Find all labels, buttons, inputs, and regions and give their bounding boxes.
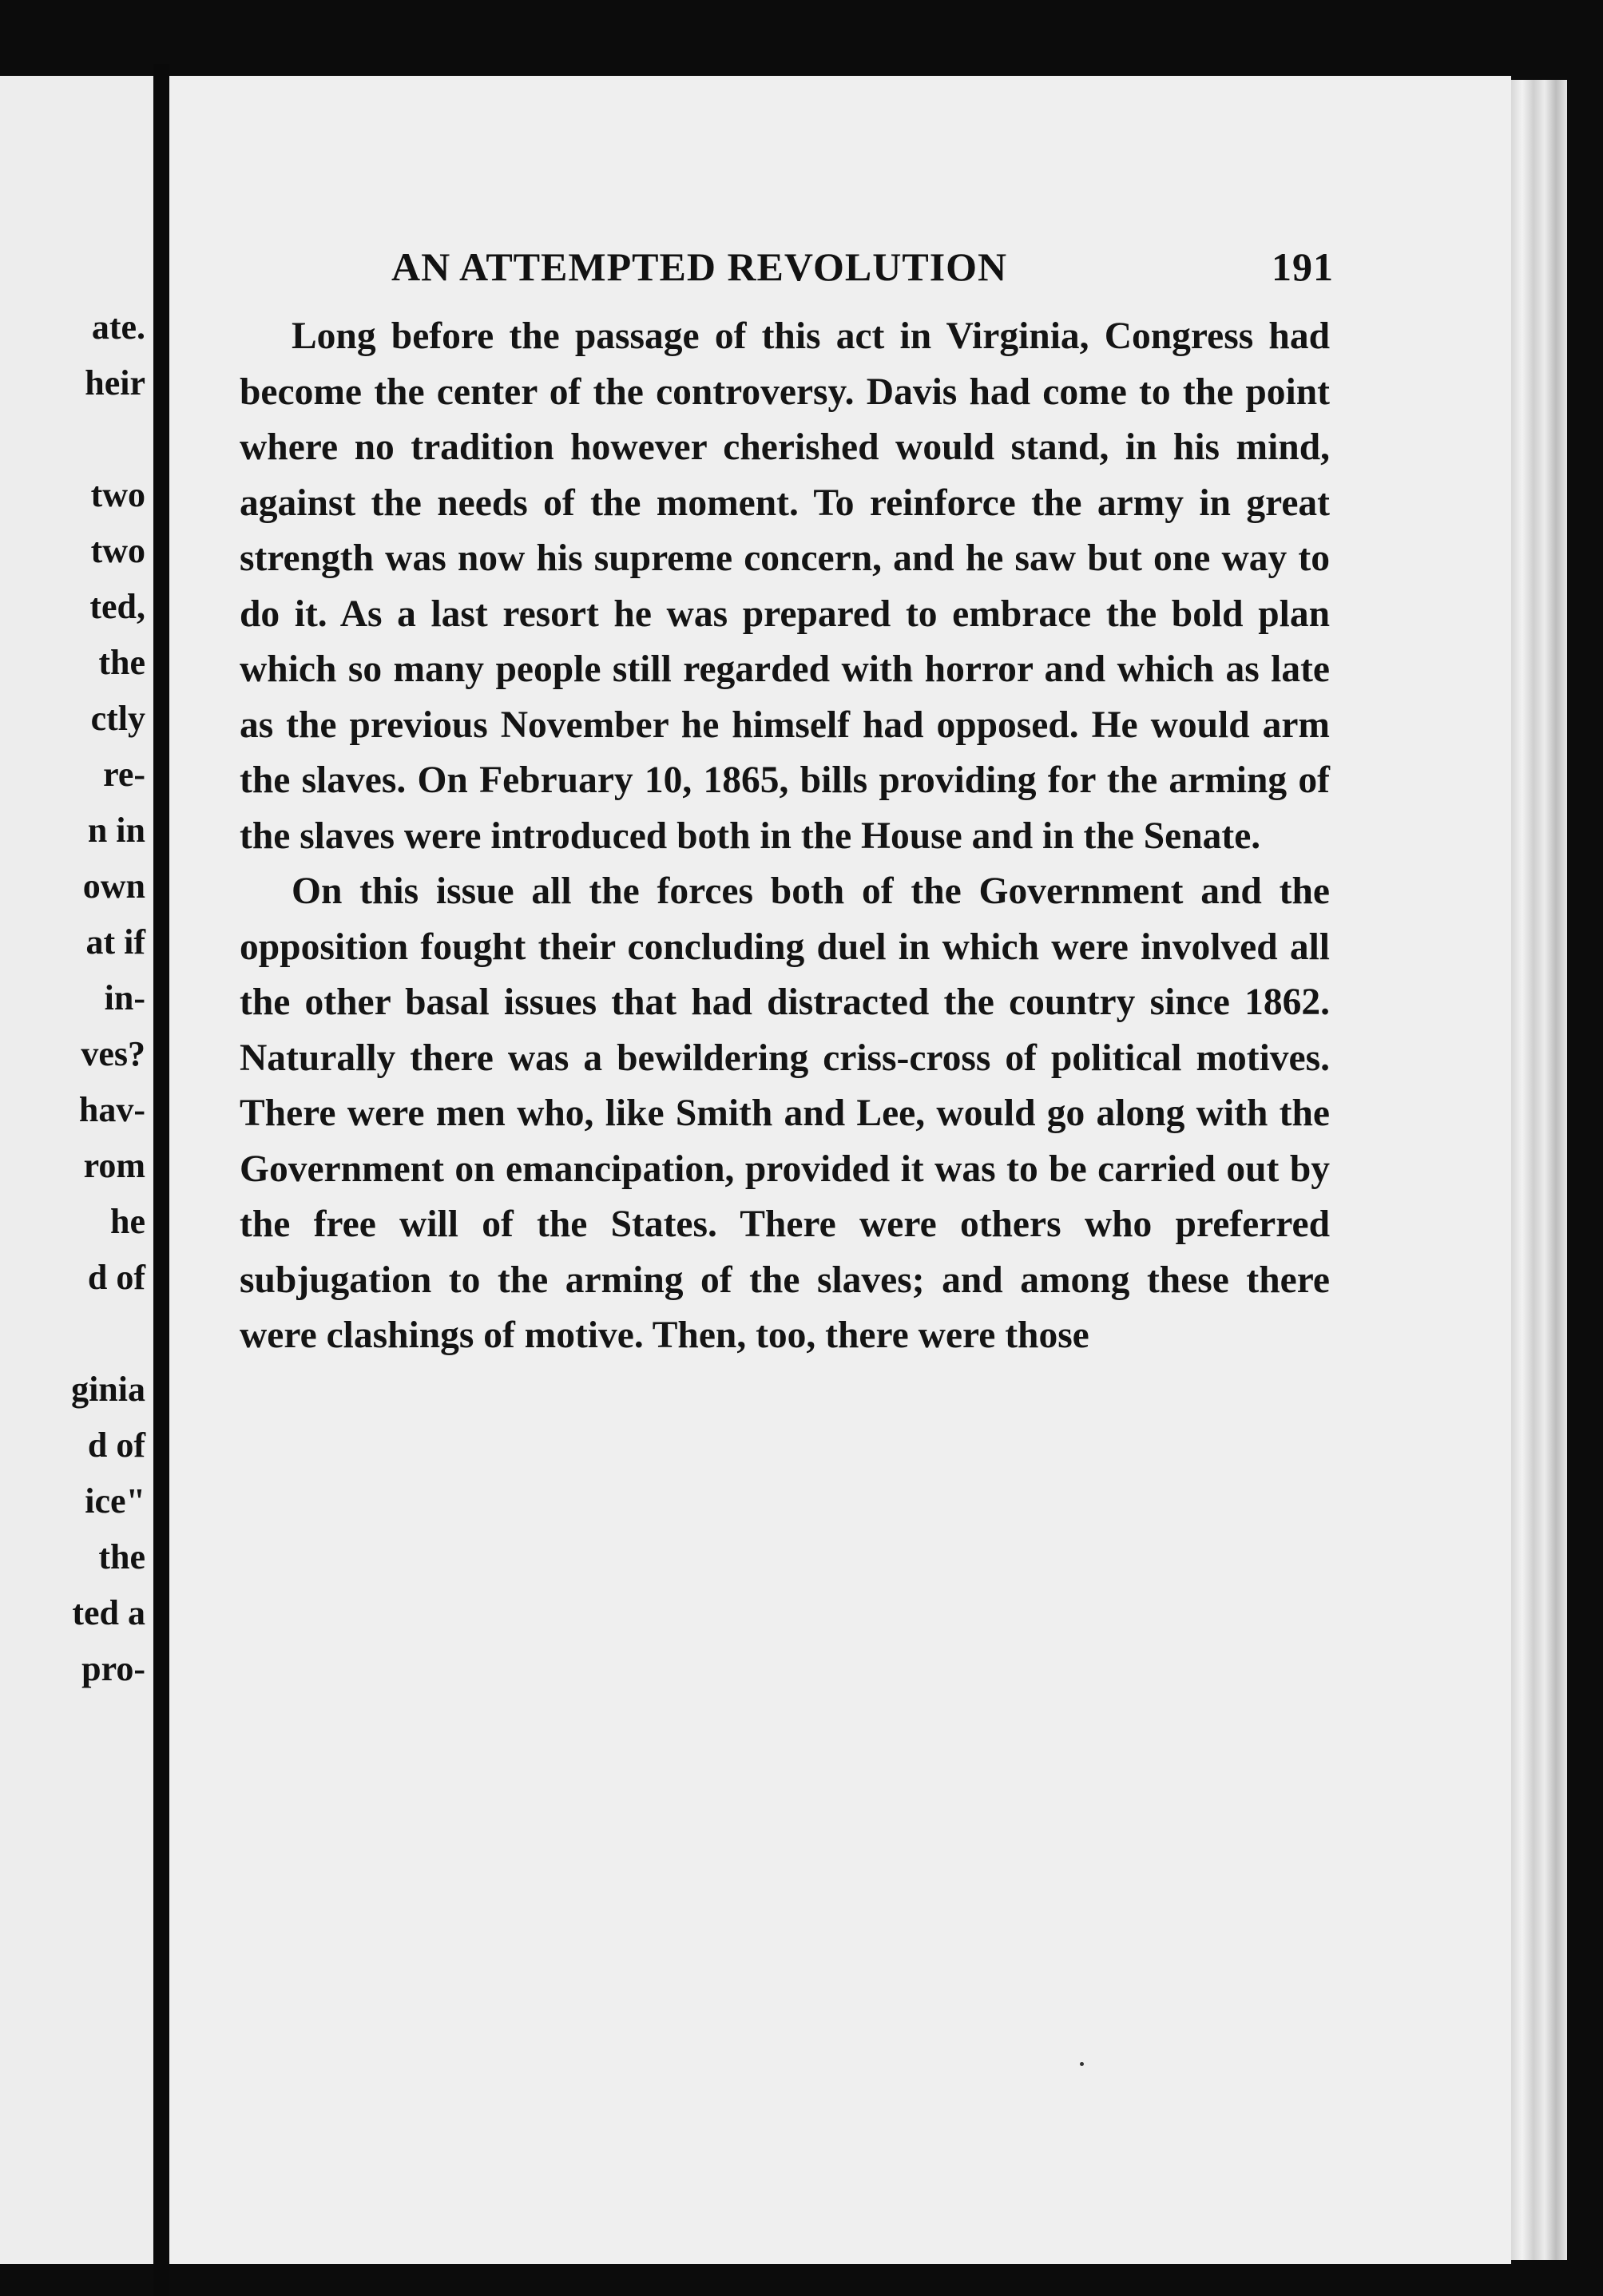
left-line: he bbox=[110, 1202, 145, 1241]
page-edges bbox=[1511, 80, 1567, 2260]
left-line: the bbox=[98, 643, 145, 682]
left-line: rom bbox=[83, 1146, 145, 1185]
left-line: at if bbox=[85, 922, 145, 962]
running-head bbox=[391, 244, 1334, 299]
left-line: ves? bbox=[81, 1034, 145, 1073]
left-line: ice" bbox=[85, 1481, 145, 1521]
left-line: re- bbox=[103, 755, 145, 794]
running-title: AN ATTEMPTED REVOLUTION bbox=[391, 244, 1008, 289]
left-line: ted, bbox=[89, 587, 145, 626]
left-line: pro- bbox=[81, 1649, 145, 1688]
left-line: ctly bbox=[90, 699, 145, 738]
page-number: 191 bbox=[1272, 244, 1334, 289]
left-line: ginia bbox=[71, 1370, 145, 1409]
left-line: ate. bbox=[91, 307, 145, 347]
page-gutter bbox=[153, 64, 169, 2296]
main-page bbox=[169, 76, 1511, 2264]
body-text bbox=[240, 309, 1330, 1364]
left-line: d of bbox=[87, 1258, 145, 1297]
left-line: ted a bbox=[72, 1593, 145, 1632]
left-line: two bbox=[90, 475, 145, 514]
paragraph: On this issue all the forces both of the Government and the opposition fought their concluding duel in which were involved all the other basal issues that had distracted the country since 1862. Naturally there was a bewildering criss-cross of political motives. There were men who, like Smith and Lee, would go along with the Government on emancipation, provided it was to be carried out by the free will of the States. There were others who preferred subjugation to the arming of the slaves; and among these there were clashings of motive. Then, too, there were those bbox=[240, 870, 1330, 1356]
left-line: heir bbox=[85, 363, 145, 402]
left-line: hav- bbox=[78, 1090, 145, 1129]
left-line: d of bbox=[87, 1426, 145, 1465]
left-line: own bbox=[82, 866, 145, 906]
left-line: n in bbox=[87, 811, 145, 850]
paragraph: Long before the passage of this act in Virginia, Congress had become the center of the controversy. Davis had come to the point where no tradition however cherished would stand, in his mind, against the needs of the moment. To reinforce the army in great strength was now his supreme concern, and he saw but one way to do it. As a last resort he was prepared to embrace the bold plan which so many people still regarded with horror and which as late as the previous November he himself had opposed. He would arm the slaves. On February 10, 1865, bills providing for the arming of the slaves were introduced both in the House and in the Senate. bbox=[240, 315, 1330, 857]
scan-speck bbox=[1080, 2062, 1084, 2066]
left-line: two bbox=[90, 531, 145, 570]
left-page-fragment bbox=[0, 76, 153, 2264]
left-line: in- bbox=[104, 978, 145, 1017]
left-line: the bbox=[98, 1537, 145, 1576]
